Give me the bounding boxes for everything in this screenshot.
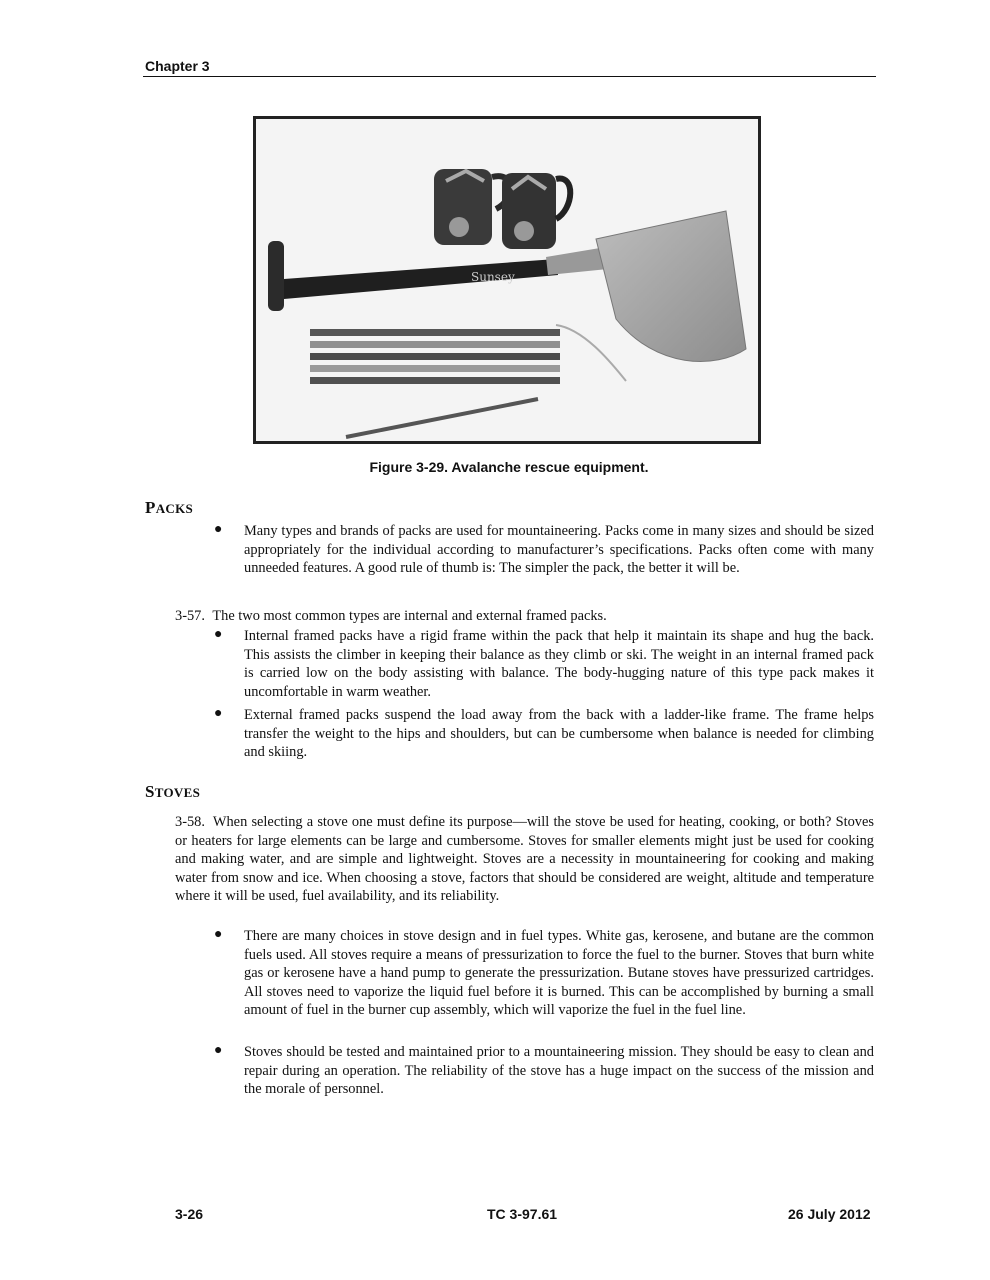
bullet-marker: ● <box>214 522 223 537</box>
figure-caption: Figure 3-29. Avalanche rescue equipment. <box>369 459 649 475</box>
paragraph-text: The two most common types are internal and external framed packs. <box>212 608 607 624</box>
bullet-marker: ● <box>214 706 223 721</box>
heading-rest: TOVES <box>154 785 201 800</box>
bullet-marker: ● <box>214 1043 223 1058</box>
section-heading-packs <box>145 498 193 518</box>
shovel-brand-label: Sunsey <box>471 270 515 284</box>
paragraph-3-58 <box>175 813 874 906</box>
paragraph-text: When selecting a stove one must define its purpose—will the stove be used for heating, cooking, or both? Stoves or heaters for large elements can be large and cumbersome. Stoves for smaller elements might just be used for cooking and making water, and are simple and lightweight. Stoves are a necessity in mountaineering for cooking and making water from snow and ice. When choosing a stove, factors that should be considered are weight, altitude and temperature where it will be used, fuel availability, and its reliability. <box>175 814 874 905</box>
bullet-marker: ● <box>214 927 223 942</box>
section-heading-stoves <box>145 782 200 802</box>
packs-bullet-external: External framed packs suspend the load away from the back with a ladder-like frame. The frame helps transfer the weight to the hips and shoulders, but can be cumbersome when balance is needed for climbing and skiing. <box>244 707 874 761</box>
paragraph-3-57 <box>175 607 874 626</box>
figure-photo <box>253 116 761 444</box>
heading-initial: S <box>145 782 155 801</box>
avalanche-equipment-illustration <box>256 119 758 441</box>
packs-bullet-1: Many types and brands of packs are used for mountaineering. Packs come in many sizes and should be sized appropriately for the individual according to manufacturer’s specifications. Packs often come with many unneeded features. A good rule of thumb is: The simpler the pack, the better it will be. <box>244 523 874 577</box>
stoves-bullet-1: There are many choices in stove design and in fuel types. White gas, kerosene, and butane are the common fuels used. All stoves require a means of pressurization to force the fuel to the burner. Stoves that burn white gas or kerosene have a hand pump to generate the pressurization. Butane stoves have pressurized cartridges. All stoves need to vaporize the liquid fuel before it is burned. This can be accomplished by burning a small amount of fuel in the burner cup assembly, which will vaporize the fuel in the fuel line. <box>244 928 874 1019</box>
footer-date: 26 July 2012 <box>788 1206 871 1222</box>
footer-doc-id: TC 3-97.61 <box>487 1206 558 1222</box>
paragraph-number: 3-57. <box>175 608 205 624</box>
stoves-bullet-2: Stoves should be tested and maintained prior to a mountaineering mission. They should be easy to clean and repair during an operation. The reliability of the stove has a huge impact on the success of the mission and the morale of personnel. <box>244 1044 874 1098</box>
heading-rest: ACKS <box>155 501 194 516</box>
footer-page-number: 3-26 <box>175 1206 204 1222</box>
header-rule <box>143 76 876 77</box>
chapter-header: Chapter 3 <box>145 58 210 74</box>
packs-bullet-internal: Internal framed packs have a rigid frame within the pack that help it maintain its shape and hug the back. This assists the climber in keeping their balance as they climb or ski. The weight in an internal framed pack is carried low on the body assisting with balance. The body-hugging nature of this type pack makes it uncomfortable in warm weather. <box>244 628 874 700</box>
bullet-marker: ● <box>214 627 223 642</box>
paragraph-number: 3-58. <box>175 814 205 830</box>
heading-initial: P <box>145 498 156 517</box>
